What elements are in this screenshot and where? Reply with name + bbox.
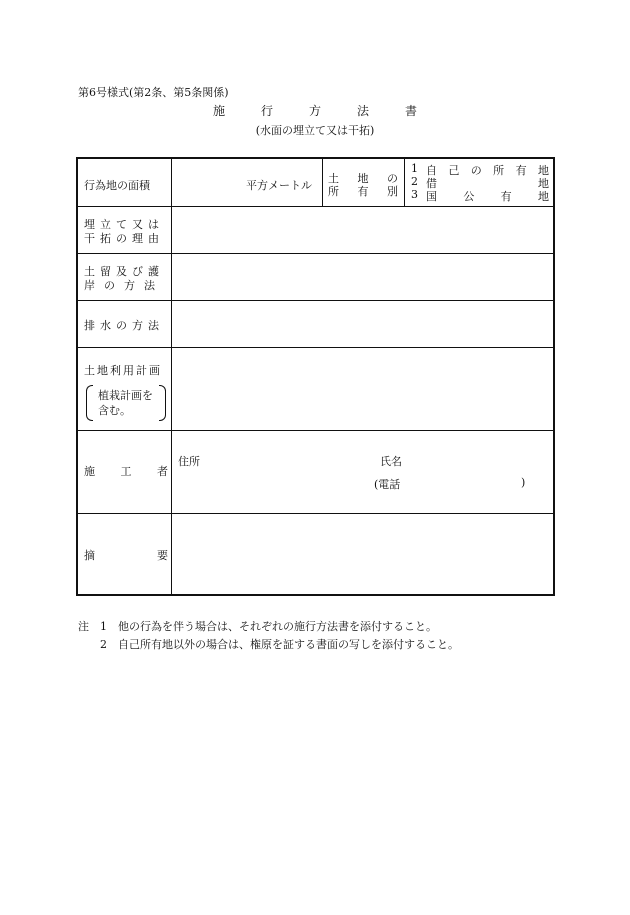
notes-prefix: 注 [78, 620, 89, 633]
ownership-option-3: 3 国 公 有 地 [411, 188, 549, 203]
note-item [78, 636, 459, 654]
phone-open: (電話 [374, 478, 401, 491]
notes [78, 618, 459, 654]
summary-label-char: 摘 [84, 549, 95, 562]
note-number: 2 [100, 638, 107, 651]
title-char: 書 [405, 104, 418, 118]
ownership-option-2: 2 借 地 [411, 175, 549, 190]
land-use-note-line2: 含む。 [98, 404, 131, 417]
ownership-label-line2: 所 有 別 [328, 185, 398, 198]
row-divider [78, 347, 553, 348]
embankment-label-line1: 土留及び護 [84, 265, 164, 278]
contractor-label-char: 者 [157, 465, 168, 478]
note-number: 1 [100, 620, 107, 633]
right-bracket [159, 385, 166, 421]
row-divider [78, 513, 553, 514]
note-item [78, 618, 459, 636]
row-divider [78, 206, 553, 207]
contractor-label-char: 施 [84, 465, 95, 478]
title-char: 方 [308, 104, 321, 118]
title-char: 施 [212, 104, 225, 118]
land-use-note-line1: 植栽計画を [98, 389, 153, 402]
summary-label-char: 要 [157, 549, 168, 562]
land-use-note [86, 385, 166, 421]
title-char: 行 [260, 104, 273, 118]
summary-label [84, 547, 168, 563]
ownership-label-line1: 土 地 の [328, 172, 398, 185]
reason-label-line1: 埋立て又は [84, 218, 164, 231]
ownership-cell-divider [404, 159, 405, 206]
name-label: 氏名 [380, 455, 402, 468]
reason-label-line2: 干拓の理由 [84, 232, 164, 245]
area-label: 行為地の面積 [84, 179, 150, 192]
left-bracket [86, 385, 93, 421]
form-number: 第6号様式(第2条、第5条関係) [78, 86, 229, 99]
address-label: 住所 [178, 455, 200, 468]
embankment-label-line2: 岸の方法 [84, 279, 164, 292]
phone-close: ) [521, 476, 526, 489]
form-table [76, 157, 555, 596]
note-text: 自己所有地以外の場合は、権原を証する書面の写しを添付すること。 [118, 638, 459, 651]
ownership-option-1: 1 自 己 の 所 有 地 [411, 162, 549, 177]
drainage-label: 排水の方法 [84, 319, 164, 332]
title-char: 法 [357, 104, 370, 118]
land-use-label: 土地利用計画 [84, 364, 162, 377]
form-subtitle: (水面の埋立て又は干拓) [255, 124, 375, 137]
area-cell-divider [322, 159, 323, 206]
row-divider [78, 253, 553, 254]
row-divider [78, 430, 553, 431]
label-column-divider [171, 159, 172, 594]
row-divider [78, 300, 553, 301]
note-text: 他の行為を伴う場合は、それぞれの施行方法書を添付すること。 [118, 620, 437, 633]
contractor-label [84, 463, 168, 479]
area-unit: 平方メートル [246, 179, 312, 192]
contractor-label-char: 工 [120, 465, 132, 478]
form-title [0, 102, 630, 119]
